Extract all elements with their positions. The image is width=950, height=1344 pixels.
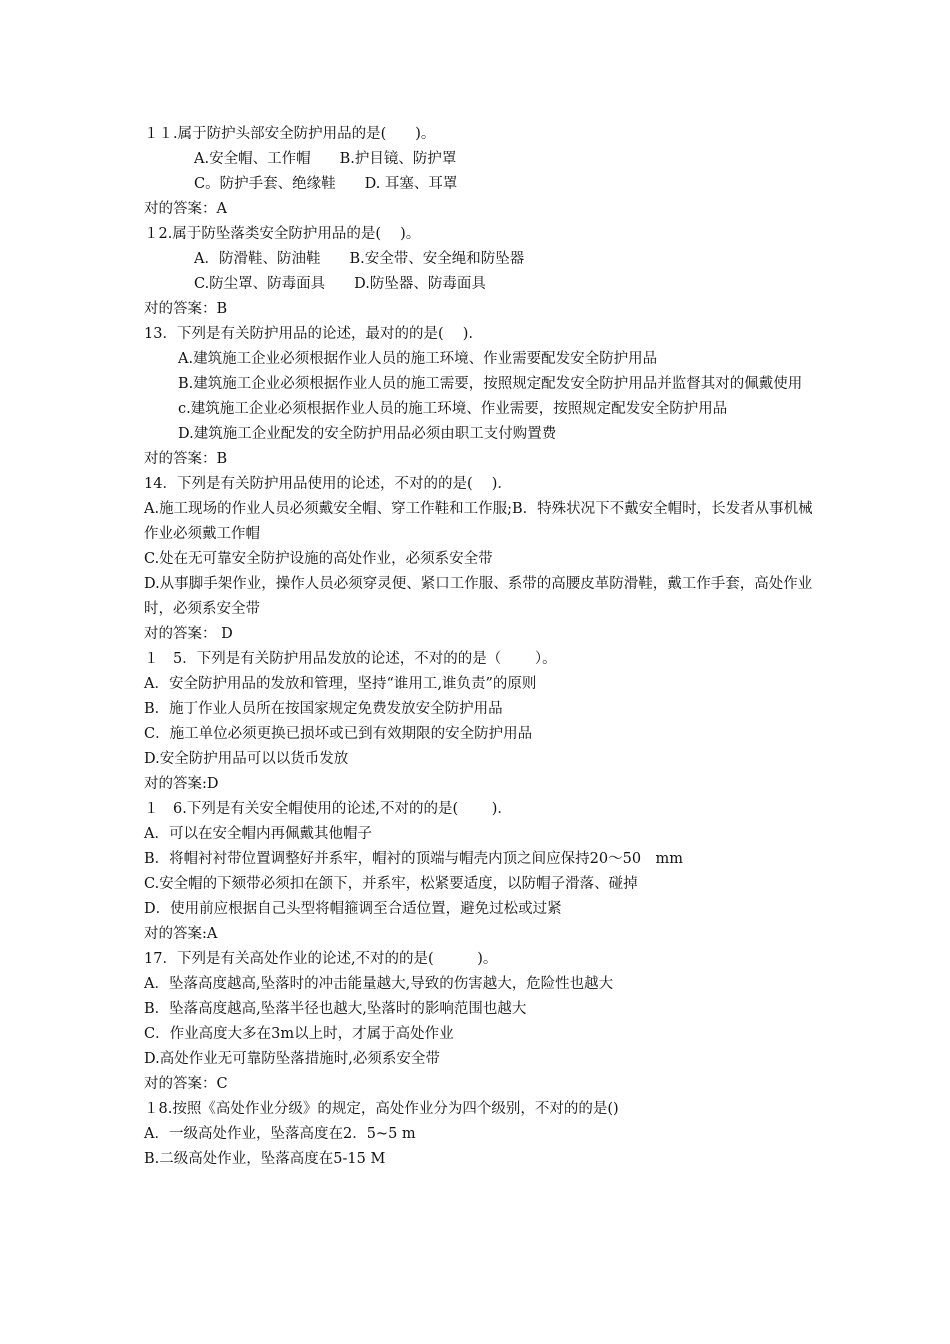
question-stem: １ 6.下列是有关安全帽使用的论述,不对的的是( )．	[144, 801, 512, 817]
question-answer: 对的答案：A	[144, 201, 227, 217]
question-option: C．施工单位必须更换已损坏或已到有效期限的安全防护用品	[144, 726, 533, 742]
question-option: C.防尘罩、防毒面具 D.防坠器、防毒面具	[194, 276, 486, 292]
question-stem: １ 5．下列是有关防护用品发放的论述，不对的的是（ ）。	[144, 651, 557, 667]
question-answer: 对的答案：B	[144, 451, 228, 467]
question-answer: 对的答案：B	[144, 301, 228, 317]
question-stem: １2.属于防坠落类安全防护用品的是( )。	[144, 226, 421, 242]
question-option: A.安全帽、工作帽 B.护目镜、防护罩	[194, 151, 457, 167]
question-stem: 14．下列是有关防护用品使用的论述，不对的的是( )．	[144, 476, 512, 492]
question-option: A．可以在安全帽内再佩戴其他帽子	[144, 826, 372, 842]
question-option: B.二级高处作业，坠落高度在5-15 M	[144, 1151, 386, 1167]
question-option: A．防滑鞋、防油鞋 B.安全带、安全绳和防坠器	[194, 251, 525, 267]
question-option: D.高处作业无可靠防坠落措施时,必须系安全带	[144, 1051, 440, 1067]
question-option: C。防护手套、绝缘鞋 D. 耳塞、耳罩	[194, 176, 458, 192]
question-option: C.处在无可靠安全防护设施的高处作业，必须系安全带	[144, 551, 493, 567]
question-option: A．坠落高度越高,坠落时的冲击能量越大,导致的伤害越大，危险性也越大	[144, 976, 614, 992]
question-option: B．坠落高度越高,坠落半径也越大,坠落时的影响范围也越大	[144, 1001, 527, 1017]
question-answer: 对的答案： D	[144, 626, 233, 642]
question-option: A.建筑施工企业必须根据作业人员的施工环境、作业需要配发安全防护用品	[178, 351, 658, 367]
question-option: c.建筑施工企业必须根据作业人员的施工环境、作业需要，按照规定配发安全防护用品	[178, 401, 728, 417]
question-answer: 对的答案:D	[144, 776, 219, 792]
question-option: B．施丁作业人员所在按国家规定免费发放安全防护用品	[144, 701, 503, 717]
question-option: A．安全防护用品的发放和管理，坚持“谁用工,谁负责”的原则	[144, 676, 537, 692]
question-option: D.建筑施工企业配发的安全防护用品必须由职工支付购置费	[178, 426, 557, 442]
question-option: B.建筑施工企业必须根据作业人员的施工需要，按照规定配发安全防护用品并监督其对的佩戴使用	[178, 376, 803, 392]
question-option: D.从事脚手架作业，操作人员必须穿灵便、紧口工作服、系带的高腰皮革防滑鞋，戴工作手套，高处作业时，必须系安全带	[144, 576, 813, 617]
question-answer: 对的答案:A	[144, 926, 218, 942]
question-option: C．作业高度大多在3m以上时，才属于高处作业	[144, 1026, 454, 1042]
question-option: A．一级高处作业，坠落高度在2．5~5 m	[144, 1126, 416, 1142]
question-stem: 13．下列是有关防护用品的论述，最对的的是( ).	[144, 326, 473, 342]
question-option: C.安全帽的下颏带必须扣在颌下，并系牢，松紧要适度，以防帽子滑落、碰掉	[144, 876, 638, 892]
question-stem: 17．下列是有关高处作业的论述,不对的的是( )。	[144, 951, 498, 967]
question-option: D．使用前应根据自己头型将帽箍调至合适位置，避免过松或过紧	[144, 901, 562, 917]
question-answer: 对的答案：C	[144, 1076, 228, 1092]
question-option: D.安全防护用品可以以货币发放	[144, 751, 349, 767]
question-option: B．将帽衬衬带位置调整好并系牢，帽衬的顶端与帽壳内顶之间应保持20～50 mm	[144, 851, 684, 867]
document-body	[144, 122, 814, 1172]
question-stem: １１.属于防护头部安全防护用品的是( )。	[144, 126, 436, 142]
question-option: A.施工现场的作业人员必须戴安全帽、穿工作鞋和工作服;B．特殊状况下不戴安全帽时，长发者从事机械作业必须戴工作帽	[144, 501, 813, 542]
question-stem: １8.按照《高处作业分级》的规定，高处作业分为四个级别，不对的的是()	[144, 1101, 619, 1117]
